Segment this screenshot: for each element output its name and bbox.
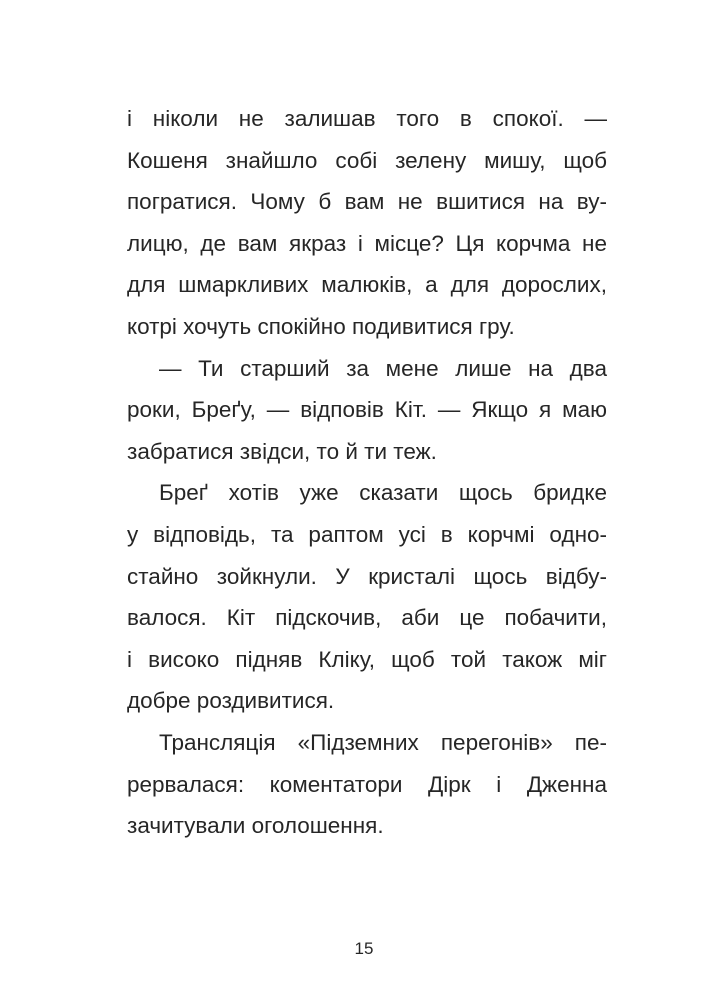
text-line: забратися звідси, то й ти теж. [127,438,437,464]
body-text [127,98,607,847]
page-number: 15 [354,939,374,958]
text-line: рервалася: коментатори Дірк і Дженна [127,771,607,797]
text-line: валося. Кіт підскочив, аби це побачити, [127,605,607,631]
paragraph-1 [127,98,607,348]
text-line: і високо підняв Кліку, щоб той також міг [127,646,607,672]
text-line: Трансляція «Підземних перегонів» пе- [159,729,607,755]
text-line: у відповідь, та раптом усі в корчмі одно- [127,521,607,547]
text-line: добре роздивитися. [127,688,335,714]
text-line: погратися. Чому б вам не вшитися на ву- [127,189,607,215]
paragraph-4 [127,722,607,847]
text-line: котрі хочуть спокійно подивитися гру. [127,313,515,339]
text-line: Бреґ хотів уже сказати щось бридке [159,480,607,506]
text-line: і ніколи не залишав того в спокої. — [127,106,607,131]
text-line: Кошеня знайшло собі зелену мишу, щоб [127,147,607,173]
text-line: стайно зойкнули. У кристалі щось відбу- [127,563,607,589]
paragraph-2 [127,348,607,473]
text-line: зачитували оголошення. [127,813,384,839]
text-line: лицю, де вам якраз і місце? Ця корчма не [127,230,607,256]
text-line: для шмаркливих малюків, а для дорослих, [127,272,607,298]
text-line: — Ти старший за мене лише на два [159,355,607,381]
text-line: роки, Бреґу, — відповів Кіт. — Якщо я маю [127,397,607,423]
paragraph-3 [127,472,607,722]
